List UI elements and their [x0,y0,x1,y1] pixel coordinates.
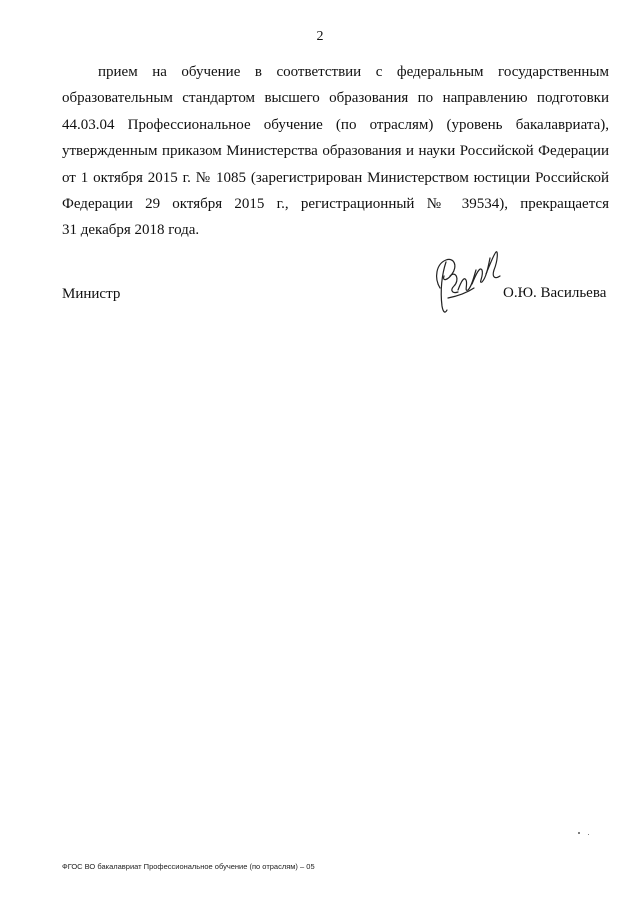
handwritten-signature [428,240,508,320]
body-line: от 1 октября 2015 г. № 1085 (зарегистрирован Министерством юстиции Российской [62,169,609,186]
signatory-title: Министр [62,286,121,302]
body-line: Федерации 29 октября 2015 г., регистрационный № 39534), прекращается [62,195,609,212]
page-number: 2 [316,29,324,44]
body-paragraph [62,59,609,244]
body-line: образовательным стандартом высшего образования по направлению подготовки [62,90,609,107]
signatory-name: О.Ю. Васильева [503,285,607,301]
scan-artifact [578,832,580,834]
scan-artifact [588,834,589,835]
body-line: 31 декабря 2018 года. [62,222,200,239]
body-line: утвержденным приказом Министерства образования и науки Российской Федерации [62,143,609,160]
footer-text: ФГОС ВО бакалавриат Профессиональное обучение (по отраслям) – 05 [62,862,315,871]
body-line: 44.03.04 Профессиональное обучение (по отраслям) (уровень бакалавриата), [62,116,609,133]
body-line: прием на обучение в соответствии с федеральным государственным [98,64,609,80]
